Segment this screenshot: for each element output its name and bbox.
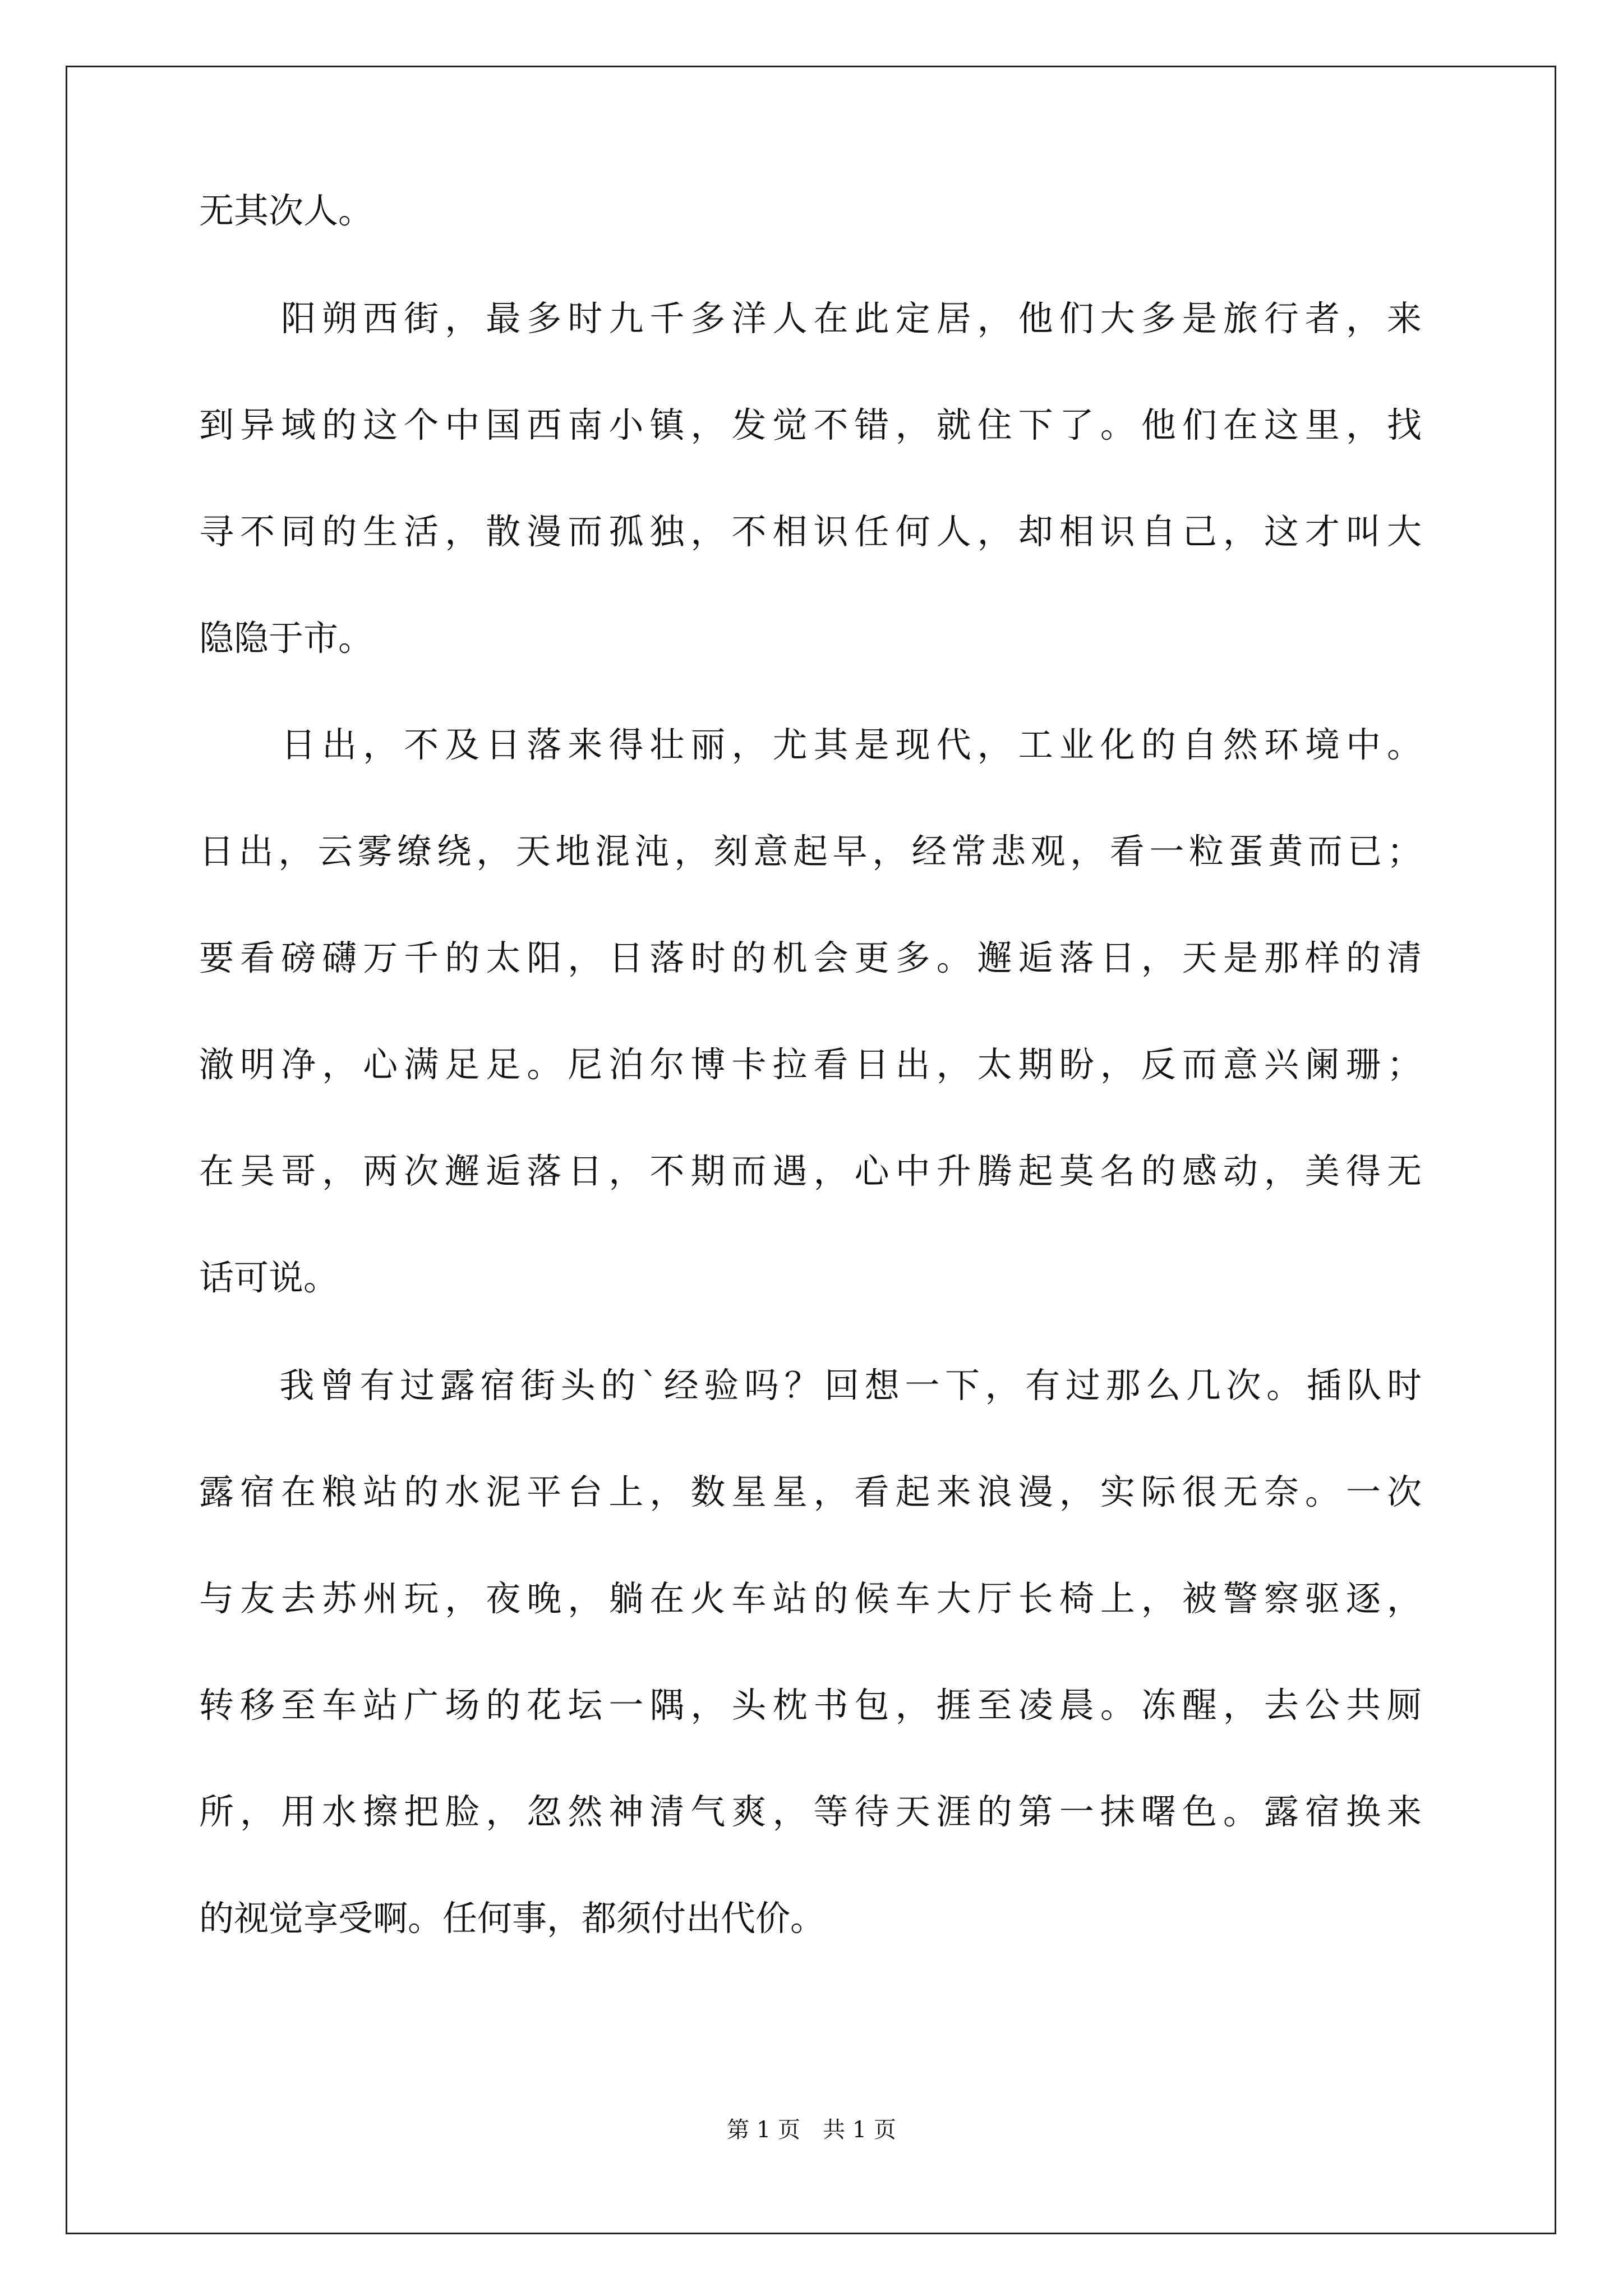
text-line: 澈明净，心满足足。尼泊尔博卡拉看日出，太期盼，反而意兴阑珊； <box>199 1044 1422 1085</box>
text-line: 在吴哥，两次邂逅落日，不期而遇，心中升腾起莫名的感动，美得无 <box>199 1151 1422 1191</box>
text-line: 要看磅礴万千的太阳，日落时的机会更多。邂逅落日，天是那样的清 <box>199 937 1422 978</box>
text-line: 所，用水擦把脸，忽然神清气爽，等待天涯的第一抹曙色。露宿换来 <box>199 1791 1422 1832</box>
text-line: 日出，不及日落来得壮丽，尤其是现代，工业化的自然环境中。 <box>199 724 1422 765</box>
page-number-footer: 第 1 页 共 1 页 <box>727 2117 896 2143</box>
text-line: 寻不同的生活，散漫而孤独，不相识任何人，却相识自己，这才叫大 <box>199 511 1422 552</box>
text-line: 的视觉享受啊。任何事，都须付出代价。 <box>199 1898 826 1939</box>
text-line: 阳朔西街，最多时九千多洋人在此定居，他们大多是旅行者，来 <box>199 298 1422 339</box>
text-line: 无其次人。 <box>199 190 374 231</box>
text-line: 话可说。 <box>199 1257 339 1298</box>
text-line: 转移至车站广场的花坛一隅，头枕书包，捱至凌晨。冻醒，去公共厕 <box>199 1685 1422 1726</box>
text-line: 日出，云雾缭绕，天地混沌，刻意起早，经常悲观，看一粒蛋黄而已； <box>199 831 1422 872</box>
text-line: 隐隐于市。 <box>199 618 374 659</box>
text-line: 我曾有过露宿街头的`经验吗？回想一下，有过那么几次。插队时 <box>199 1365 1422 1406</box>
text-line: 与友去苏州玩，夜晚，躺在火车站的候车大厅长椅上，被警察驱逐， <box>199 1578 1422 1619</box>
text-line: 露宿在粮站的水泥平台上，数星星，看起来浪漫，实际很无奈。一次 <box>199 1471 1422 1512</box>
text-line: 到异域的这个中国西南小镇，发觉不错，就住下了。他们在这里，找 <box>199 404 1422 445</box>
